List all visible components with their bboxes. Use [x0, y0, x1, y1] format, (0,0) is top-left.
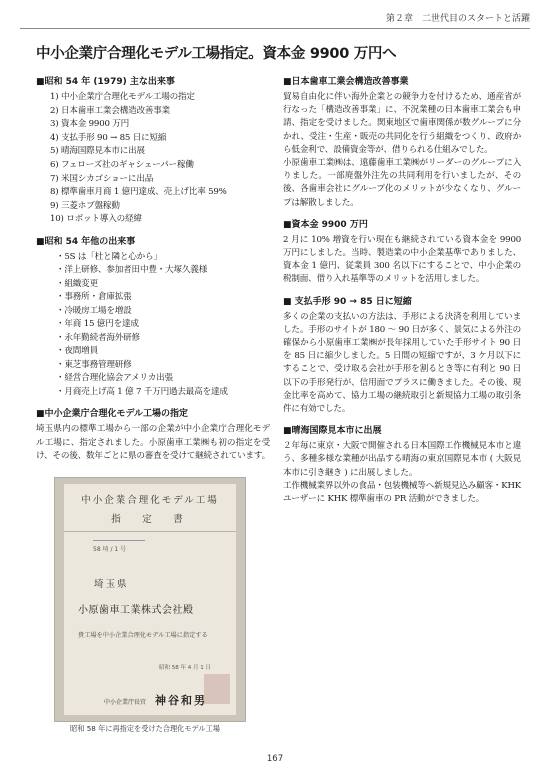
list-item: ・永年勤続者海外研修 — [56, 332, 140, 343]
certificate-date: 昭和 58 年 4 月 1 日 — [159, 665, 211, 671]
certificate-number: 58 埼 / 1 号 — [93, 540, 145, 553]
list-item: ・洋上研修、参加者田中豊・大塚久義様 — [56, 265, 208, 276]
list-item: ・東芝事務管理研修 — [56, 359, 132, 370]
list-item: 2) 日本歯車工業会構造改善事業 — [50, 105, 171, 116]
certificate-title: 中小企業合理化モデル工場 — [81, 495, 219, 506]
list-item: 10) ロボット導入の経緯 — [50, 214, 142, 225]
list-item: ・5S は「杜と隣と心から」 — [56, 251, 162, 262]
certificate-prefecture: 埼玉県 — [94, 579, 129, 590]
certificate-photo — [54, 477, 246, 722]
right-column — [283, 76, 521, 506]
list-item: 6) フェローズ社のギャシェーパー稼働 — [50, 159, 194, 170]
certificate-header-box — [64, 484, 236, 532]
seal-stamp-icon — [204, 674, 230, 704]
header-rule — [20, 28, 530, 29]
gear-association-paragraph-1: 貿易自由化に伴い海外企業との競争力を付けるため、通産省が行なった「構造改善事業」に、不況業種の日本歯車工業会も申請、指定を受けました。関東地区で歯車関係が数グループに分かれ、受注・生産・販売の共同化を行う組織をつくり、政府から低金利で、設備資金等が、借りられる仕組みでした。 — [283, 92, 521, 155]
harumi-paragraph-1: ２年毎に東京・大阪で開催される日本国際工作機械見本市と違う、多種多様な業種が出品する晴海の東京国際見本市 ( 大阪見本市に引き継き ) に出展しました。 — [283, 441, 521, 478]
list-item: 8) 標準歯車月商 1 億円達成、売上げ比率 59% — [50, 187, 227, 198]
certificate-company: 小原歯車工業株式会社殿 — [78, 605, 194, 616]
list-item: 1) 中小企業庁合理化モデル工場の指定 — [50, 92, 195, 102]
other-events-list — [56, 251, 270, 400]
list-item: ・冷暖房工場を増設 — [56, 305, 132, 316]
harumi-paragraph-2: 工作機械業界以外の食品・包装機械等へ新規見込み顧客・KHK ユーザーに KHK 標準歯車の PR 活動ができました。 — [283, 480, 521, 505]
section-heading-model-factory: ■中小企業庁合理化モデル工場の指定 — [36, 409, 189, 420]
list-item: 4) 支払手形 90 → 85 日に短縮 — [50, 132, 167, 143]
section-heading-gear-association: ■日本歯車工業会構造改善事業 — [283, 77, 409, 87]
list-item: 3) 資本金 9900 万円 — [50, 119, 130, 130]
photo-caption: 昭和 58 年に再指定を受けた合理化モデル工場 — [70, 724, 220, 733]
left-column — [36, 76, 270, 463]
certificate-subtitle: 指 定 書 — [111, 514, 189, 525]
certificate-document — [64, 484, 236, 715]
page-number: 167 — [266, 754, 284, 764]
section-heading-notes: ■ 支払手形 90 → 85 日に短縮 — [283, 296, 412, 307]
list-item: 9) 三菱ホブ盤稼動 — [50, 200, 120, 211]
section-heading-other-events: ■昭和 54 年他の出来事 — [36, 236, 136, 247]
list-item: 7) 米国シカゴショーに出品 — [50, 173, 154, 184]
notes-paragraph: 多くの企業の支払いの方法は、手形による決済を利用していました。手形のサイトが 180 ～ 90 日が多く、景気による外注の確保から小原歯車工業㈱が長年採用していた手形サイト 90 日を 85 日に縮少しました。5 日間の短縮ですが、3 ケ月以下にすることで、受け取る会社が手形を割るとき等に有利と 90 日以下の手形発行が、信用面でプラスに働きました。その後、現金比率を高めて、協力工場の継続取引と新規協力工場の取引条件に有効でした。 — [283, 311, 521, 415]
certificate-body: 貴工場を中小企業合理化モデル工場に指定する — [78, 632, 208, 639]
chapter-header: 第２章 二世代目のスタートと活躍 — [385, 14, 530, 24]
events-1979-list — [50, 91, 270, 227]
list-item: ・経営合理化協会アメリカ出張 — [56, 373, 173, 384]
list-item: ・月商売上げ高 1 億 7 千万円過去最高を達成 — [56, 386, 228, 397]
list-item: ・組織変更 — [56, 278, 98, 289]
list-item: ・夜間増員 — [56, 346, 98, 357]
model-factory-paragraph: 埼玉県内の標準工場から一部の企業が中小企業庁合理化モデル工場に、指定されました。小原歯車工業㈱も初の指定を受け、その後、数年ごとに県の審査を受けて継続されています。 — [36, 424, 270, 461]
page-title: 中小企業庁合理化モデル工場指定。資本金 9900 万円へ — [36, 46, 397, 62]
certificate-issuer: 中小企業庁長官 — [104, 699, 147, 706]
capital-paragraph: 2 月に 10% 増資を行い現在も継続されている資本金を 9900 万円にしました。当時、製造業の中小企業基準でありました、資本金 1 億円、従業員 300 名以下にすることで、中小企業の税制面、借り入れ基準等のメリットを活用しました。 — [283, 234, 521, 285]
section-heading-harumi: ■晴海国際見本市に出展 — [283, 426, 382, 437]
section-heading-events-1979: ■昭和 54 年 (1979) 主な出来事 — [36, 77, 175, 87]
section-heading-capital: ■資本金 9900 万円 — [283, 219, 368, 230]
list-item: ・年商 15 億円を達成 — [56, 319, 139, 330]
list-item: 5) 晴海国際見本市に出展 — [50, 146, 145, 157]
gear-association-paragraph-2: 小原歯車工業㈱は、遠藤歯車工業㈱がリーダーのグループに入りました。一部廃盤外注先の共同利用を行いましたが、その後、各歯車会社にグループ化のメリットが少なくなり、グループは解散しました。 — [283, 158, 521, 208]
certificate-signatory: 神谷和男 — [155, 694, 207, 707]
list-item: ・事務所・倉庫拡張 — [56, 292, 132, 303]
